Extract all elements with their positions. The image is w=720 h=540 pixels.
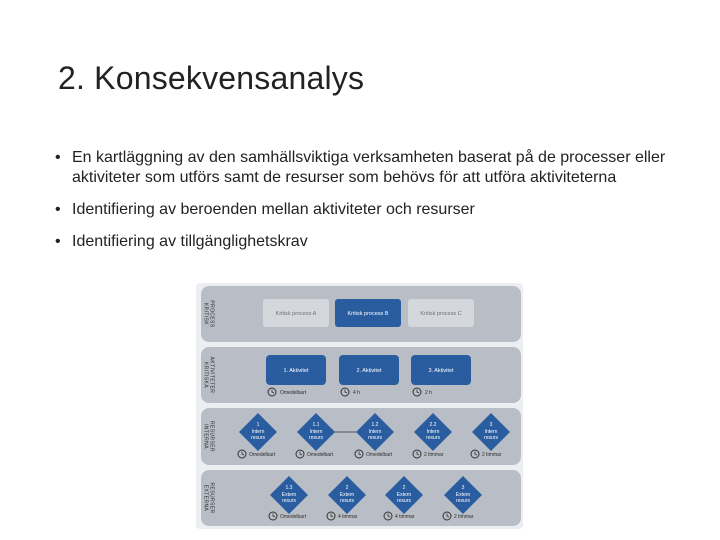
lane-label: EXTERNA (202, 484, 209, 512)
lane-label: INTERNA (202, 424, 209, 449)
resource-time: Omedelbart (280, 514, 307, 520)
resource-line2: resurs (309, 435, 323, 441)
process-label: Kritisk process A (275, 311, 317, 317)
resource-line1: Intern (309, 429, 323, 435)
resource-line1: Intern (426, 429, 440, 435)
resource-time: 4 timmar (395, 514, 415, 520)
resource-line1: Intern (251, 429, 265, 435)
lane-label: RESURSER (208, 482, 215, 514)
bullet-text: Identifiering av tillgänglighetskrav (72, 233, 308, 250)
resource-time: Omedelbart (307, 452, 334, 458)
resource-id: 1.2 (371, 422, 379, 428)
lane-label: KRITISKA (202, 362, 209, 388)
activity-time: 4 h (353, 390, 360, 396)
resource-time: Omedelbart (366, 452, 393, 458)
activity-time: 2 h (425, 390, 432, 396)
activity-label: 3. Aktivitet (428, 368, 454, 374)
slide-title: 2. Konsekvensanalys (58, 60, 365, 96)
bullet-glyph: • (55, 149, 61, 166)
resource-id: 2 (345, 485, 349, 491)
resource-time: 4 timmar (338, 514, 358, 520)
process-label: Kritisk process C (420, 311, 462, 317)
resource-id: 3 (461, 485, 465, 491)
lane-label: KRITISK (202, 302, 209, 326)
bullet-text: Identifiering av beroenden mellan aktiviteter och resurser (72, 201, 475, 218)
resource-line1: Extern (339, 492, 355, 498)
resource-line2: resurs (340, 498, 354, 504)
resource-line2: resurs (484, 435, 498, 441)
resource-id: 2 (402, 485, 406, 491)
lane-label: RESURSER (208, 421, 215, 452)
resource-id: 2.2 (429, 422, 437, 428)
resource-line2: resurs (397, 498, 411, 504)
activity-label: 1. Aktivitet (283, 368, 309, 374)
resource-line2: resurs (426, 435, 440, 441)
lane-label: PROCESS (208, 300, 215, 328)
resource-line2: resurs (282, 498, 296, 504)
resource-time: 2 timmar (454, 514, 474, 520)
resource-line1: Extern (281, 492, 297, 498)
resource-id: 1.1 (312, 422, 320, 428)
resource-line2: resurs (456, 498, 470, 504)
resource-time: Omedelbart (249, 452, 276, 458)
bullet-glyph: • (55, 233, 61, 250)
process-label: Kritisk process B (347, 311, 389, 317)
resource-id: 3 (489, 422, 493, 428)
resource-line1: Extern (455, 492, 471, 498)
resource-id: 1.3 (285, 485, 293, 491)
resource-line2: resurs (251, 435, 265, 441)
lane-label: AKTIVITETER (208, 356, 215, 394)
resource-line1: Extern (396, 492, 412, 498)
resource-line1: Intern (484, 429, 498, 435)
activity-time: Omedelbart (280, 390, 307, 396)
resource-line2: resurs (368, 435, 382, 441)
resource-time: 2 timmar (424, 452, 444, 458)
resource-time: 2 timmar (482, 452, 502, 458)
resource-id: 1 (256, 422, 260, 428)
activity-label: 2. Aktivitet (356, 368, 382, 374)
resource-line1: Intern (368, 429, 382, 435)
bullet-glyph: • (55, 201, 61, 218)
bullet-text: En kartläggning av den samhällsviktiga verksamheten baserat på de processer eller aktiviteter som utförs samt de resurser som behövs för att utföra aktiviteterna (72, 149, 666, 186)
